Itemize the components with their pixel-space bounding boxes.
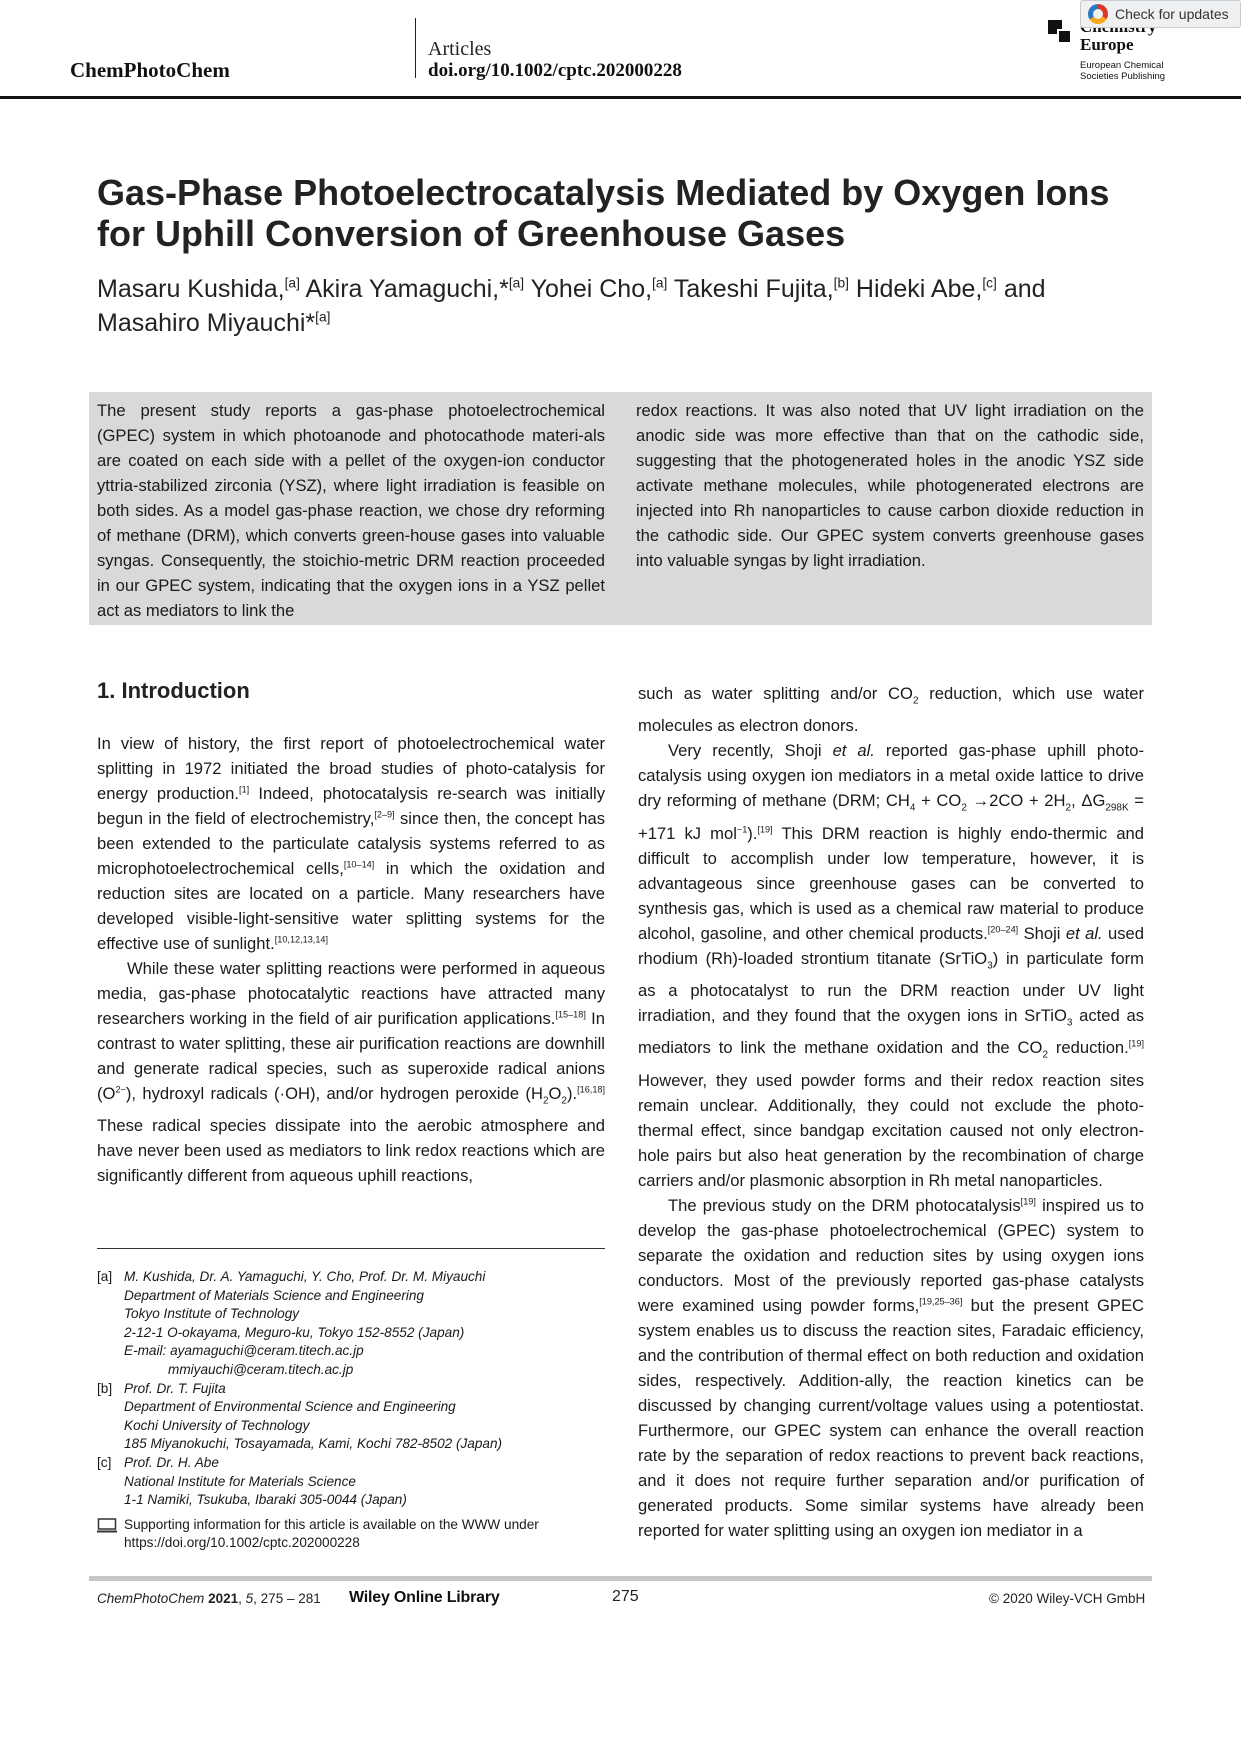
superscript: [19] [1020,1196,1036,1207]
subscript: 2 [912,695,919,707]
abstract-left-column: The present study reports a gas-phase photoelectrochemical (GPEC) system in which photoanode and photocathode materi-als are coated on each side with a pellet of the oxygen-ion conductor yttria-stabilized zirconia (YSZ), where light irradiation is feasible on both sides. As a model gas-phase reaction, we chose dry reforming of methane (DRM), which converts green-house gases into valuable syngas. Consequently, the stoichio-metric DRM reaction proceeded in our GPEC system, indicating that the oxygen ions in a YSZ pellet act as mediators to link the [97,401,605,620]
affiliation-mark: [b] [833,275,849,291]
superscript: [19] [1128,1038,1144,1049]
superscript: [10–14] [343,859,375,870]
author-name: Masaru Kushida, [97,275,285,303]
superscript: [1] [239,784,250,795]
supporting-info-text: Supporting information for this article is available on the WWW under [124,1516,539,1532]
copyright: © 2020 Wiley-VCH GmbH [989,1591,1146,1606]
publisher-subtitle [1080,60,1165,82]
affiliation-footnote [97,1454,605,1510]
affiliation-mark: [a] [652,275,668,291]
footnote-line: Department of Materials Science and Engineering [124,1287,424,1303]
logo-sub-line-2: Societies Publishing [1080,71,1166,82]
check-updates-label: Check for updates [1115,6,1229,22]
intro-right-column [638,681,1144,1543]
supporting-info-link[interactable]: https://doi.org/10.1002/cptc.202000228 [124,1535,360,1551]
journal-name: ChemPhotoChem [70,58,230,82]
affiliation-footnotes [97,1268,605,1553]
footnote-rule [97,1248,605,1249]
check-for-updates-button[interactable] [1080,0,1241,28]
footnote-line: mmiyauchi@ceram.titech.ac.jp [168,1361,354,1377]
intro-left-column [97,731,605,1188]
affiliation-footnote [97,1268,605,1380]
author-name: Yohei Cho, [530,275,653,303]
logo-line-2: Europe [1080,35,1134,54]
chemistry-europe-logo-icon [1048,20,1072,44]
section-label: Articles [428,38,492,60]
paragraph-4: Very recently, Shoji et al. reported gas-phase uphill photo-catalysis using oxygen ion mediators in a metal oxide lattice to drive dry reforming of methane (DRM; $CH_4 + CO_2 \to 2CO + 2H_2$, $\Delta G_{298K} = +171$ kJ mol$^{-1}$).[19] This DRM reaction is highly endo-thermic and difficult to accomplish under low temperature, however, it is advantageous since greenhouse gases can be converted to synthesis gas, which is used as a chemical raw material to produce alcohol, gasoline, and other chemical products.[20–24] Shoji et al. used rhodium (Rh)-loaded strontium titanate (SrTiO$_3$) in particulate form as a photocatalyst to run the DRM reaction under UV light irradiation, and they found that the oxygen ions in SrTiO$_3$ acted as mediators to link the methane oxidation and the $CO_2$ reduction.[19] However, they used powder forms and their redox reaction sites remain unclear. Additionally, they could not exclude the photo-thermal effect, since bandgap excitation caused not only electron-hole pairs but also heat generation by the recombination of charge carriers and/or plasmonic absorption in Rh metal nanoparticles. [638,741,1145,1190]
author-name: Akira Yamaguchi,* [305,275,509,303]
article-title [97,172,1157,254]
footnote-line: Department of Environmental Science and Engineering [124,1399,456,1415]
subscript: 298K [1105,802,1129,814]
crossmark-icon [1088,4,1108,24]
logo-sub-line-1: European Chemical [1080,60,1164,71]
affiliation-mark: [a] [315,309,331,325]
affiliation-footnote [97,1380,605,1454]
footnote-line: Prof. Dr. H. Abe [124,1454,219,1470]
affiliation-mark: [a] [508,275,525,291]
superscript: [19,25–36] [919,1296,963,1307]
footnote-line: E-mail: ayamaguchi@ceram.titech.ac.jp [124,1343,364,1359]
subscript: 2 [1042,1049,1048,1061]
footnote-line: Prof. Dr. T. Fujita [124,1380,226,1396]
paragraph-5: The previous study on the DRM photocatalysis[19] inspired us to develop the gas-phase photoelectrochemical (GPEC) system to separate the oxidation and reduction sites by using oxygen ions conductors. Most of the previously reported gas-phase catalysts were examined using powder forms,[19,25–36] but the present GPEC system enables us to discuss the reaction sites, Faradaic efficiency, and the contribution of thermal effect on both reduction and oxidation sides, respectively. Addition-ally, the reaction kinetics can be discussed by changing current/voltage values using a potentiostat. Furthermore, our GPEC system can enhance the overall reaction rate by the separation of redox reactions to prevent back reactions, and it does not require further separation and/or purification of generated products. Some similar systems have already been reported for water splitting using an oxygen ion mediator in a [638,1195,1145,1540]
title-line-1: Gas-Phase Photoelectrocatalysis Mediated by Oxygen Ions [97,172,1110,213]
footer-citation: ChemPhotoChem 2021, 5, 275 – 281 [97,1591,321,1606]
page-number: 275 [612,1588,639,1605]
footnote-line: 185 Miyanokuchi, Tosayamada, Kami, Kochi 782-8502 (Japan) [124,1436,503,1452]
paragraph-2: While these water splitting reactions were performed in aqueous media, gas-phase photocatalytic reactions have attracted many researchers working in the field of air purification applications.[15–18] In contrast to water splitting, these air purification reactions are downhill and generate radical species, such as superoxide radical anions $(O^{2-})$, hydroxyl radicals (·OH), and/or hydrogen peroxide $(H_2O_2).[16,18]$ These radical species dissipate into the aerobic atmosphere and have never been used as mediators to link redox reactions which are significantly different from aqueous uphill reactions, [97,959,605,1186]
subscript: 3 [1066,1017,1073,1029]
superscript: [10,12,13,14] [274,934,329,945]
subscript: 2 [961,802,967,814]
footnote-line: Kochi University of Technology [124,1417,310,1433]
affiliation-mark: [a] [284,275,300,291]
footer-journal: ChemPhotoChem [97,1591,205,1606]
header-rule [0,96,1241,99]
superscript: 2− [115,1084,126,1095]
footnote-tag: [a] [97,1269,113,1284]
author-list [97,272,1157,340]
footer-rule [89,1576,1152,1581]
footnote-line: 2-12-1 O-okayama, Meguro-ku, Tokyo 152-8552 (Japan) [124,1324,465,1340]
superscript: [2–9] [374,809,395,820]
subscript: 4 [909,802,916,814]
footnote-line: 1-1 Namiki, Tsukuba, Ibaraki 305-0044 (Japan) [124,1492,407,1508]
paragraph-3: such as water splitting and/or $CO_2$ reduction, which use water molecules as electron donors. [638,684,1144,736]
wiley-online-library-link[interactable]: Wiley Online Library [349,1589,500,1606]
footer-pages: 275 – 281 [260,1591,321,1606]
section-heading-introduction: 1. Introduction [97,678,250,703]
author-name: Takeshi Fujita, [673,275,834,303]
doi-link[interactable]: doi.org/10.1002/cptc.202000228 [428,60,682,81]
abstract-right-column: redox reactions. It was also noted that UV light irradiation on the anodic side was more effective than that on the cathodic side, suggesting that the photogenerated holes in the anodic YSZ side activate methane molecules, while photogenerated electrons are injected into Rh nanoparticles to cause carbon dioxide reduction in the cathodic side. Our GPEC system converts greenhouse gases into valuable syngas by light irradiation. [636,401,1144,570]
author-name: Hideki Abe, [855,275,983,303]
italic-text: et al. [1065,923,1103,943]
supporting-information-note [97,1516,605,1553]
paragraph-1: In view of history, the first report of photoelectrochemical water splitting in 1972 initiated the broad studies of photo-catalysis for energy production.[1] Indeed, photocatalysis re-search was initially begun in the field of electrochemistry,[2–9] since then, the concept has been extended to the particulate catalysis systems referred to as microphotoelectrochemical cells,[10–14] in which the oxidation and reduction sites are located on a particle. Many researchers have developed visible-light-sensitive water splitting systems for the effective use of sunlight.[10,12,13,14] [97,734,606,953]
superscript: [19] [757,824,773,835]
footer-year: 2021 [208,1591,239,1606]
footnote-line: Tokyo Institute of Technology [124,1306,300,1322]
footnote-tag: [b] [97,1380,113,1396]
affiliation-mark: [c] [982,275,997,291]
footnote-line: M. Kushida, Dr. A. Yamaguchi, Y. Cho, Prof. Dr. M. Miyauchi [124,1269,486,1284]
computer-icon [97,1518,117,1533]
subscript: 3 [987,959,993,971]
footer-volume: 5 [245,1591,254,1606]
header-divider [415,18,416,78]
subscript: 2 [542,1095,549,1107]
superscript: [15–18] [555,1009,586,1020]
author-conjunction: and [1003,275,1046,303]
subscript: 2 [1065,802,1072,814]
footnote-line: National Institute for Materials Science [124,1473,356,1489]
title-line-2: for Uphill Conversion of Greenhouse Gases [97,213,846,254]
superscript: −1 [736,824,748,835]
italic-text: et al. [832,741,875,761]
author-name: Masahiro Miyauchi* [97,309,316,337]
subscript: 2 [561,1095,567,1107]
superscript: [16,18] [577,1084,605,1095]
footnote-tag: [c] [97,1454,112,1470]
superscript: [20–24] [987,924,1019,935]
